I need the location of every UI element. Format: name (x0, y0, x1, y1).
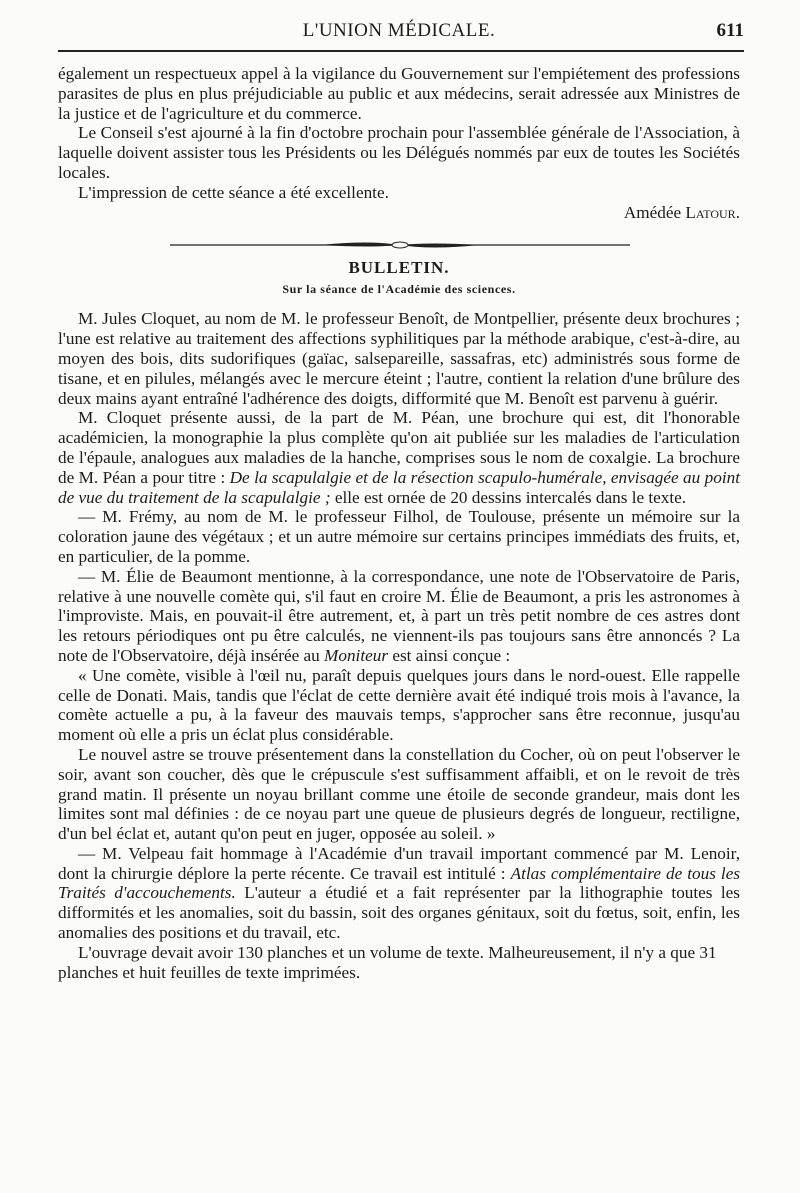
text-run: M. Cloquet présente aussi, de la part de M. Péan, une brochure qui est, dit l'honorable académicien, la monographie la plus complète qu'on ait publiée sur les maladies de l'articulation de l'épaule, analogues aux maladies de la hanche, comprises sous le nom de coxalgie. La brochure de M. Péan a pour titre : (58, 408, 740, 487)
paragraph-quote-cocher: Le nouvel astre se trouve présentement dans la constellation du Cocher, où on peut l'observer le soir, avant son coucher, dès que le crépuscule s'est suffisamment affaibli, et on le revoit de très grand matin. Il présente un noyau brillant comme une étoile de seconde grandeur, mais dont les limites sont mal définies : de ce noyau part une queue de plusieurs degrés de longueur, rectiligne, d'un bel éclat et, autant qu'on peut en juger, opposée au soleil. » (58, 744, 740, 844)
paragraph-ouvrage: L'ouvrage devait avoir 130 planches et un volume de texte. Malheureusement, il n'y a que 31 planches et huit feuilles de texte imprimées. (58, 942, 717, 982)
section-divider (58, 230, 740, 258)
divider-ornament-icon (170, 240, 630, 250)
signature-last-name: Latour. (685, 202, 740, 222)
page-number: 611 (716, 20, 744, 41)
paragraph-velpeau (58, 844, 740, 943)
book-title: De la scapulalgie et de la résection scapulo-humérale, envisagée au point de vue du traitement de la scapulalgie ; (58, 467, 740, 507)
running-header (58, 14, 744, 48)
text-run: L'auteur a étudié et a fait représenter par la lithographie toutes les difformités et les anomalies, soit du bassin, soit des organes génitaux, soit du fœtus, soit, enfin, les anomalies des positions et du travail, etc. (58, 883, 740, 943)
text-run: — M. Élie de Beaumont mentionne, à la correspondance, une note de l'Observatoire de Paris, relative à une nouvelle comète qui, s'il faut en croire M. Élie de Beaumont, a pris les astronomes à l'improviste. Mais, en pouvait-il être autrement, et, à part un très petit nombre de ces astres dont les retours périodiques ont pu être calculés, ne viennent-ils pas toujours sans être annoncés ? La note de l'Observatoire, déjà insérée au (58, 566, 740, 665)
journal-title: L'UNION MÉDICALE. (302, 20, 496, 41)
paragraph-beaumont (58, 567, 740, 666)
text-run: — M. Velpeau fait hommage à l'Académie d'un travail important commencé par M. Lenoir, dont la chirurgie déplore la perte récente. Ce travail est intitulé : (58, 843, 740, 883)
paragraph-fremy: — M. Frémy, au nom de M. le professeur Filhol, de Toulouse, présente un mémoire sur la coloration jaune des végétaux ; et un autre mémoire sur certains principes immédiats des fruits, et, en particulier, de la pomme. (58, 507, 740, 566)
document-page (58, 14, 744, 982)
section-title: BULLETIN. (348, 258, 450, 278)
article-body (58, 64, 740, 982)
paragraph-quote-comet: « Une comète, visible à l'œil nu, paraît depuis quelques jours dans le nord-ouest. Elle rappelle celle de Donati. Mais, tandis que l'éclat de cette dernière avait été indiqué trois mois à l'avance, la comète actuelle a pu, à la faveur des mauvais temps, s'approcher sans être reconnue, jusqu'au moment où elle a pris un éclat plus considérable. (58, 665, 740, 745)
paragraph-continued: également un respectueux appel à la vigilance du Gouvernement sur l'empiétement des professions parasites de plus en plus préjudiciable au public et aux médecins, serait adressée aux Ministres de la justice et de l'agriculture et du commerce. (58, 64, 740, 123)
section-subtitle: Sur la séance de l'Académie des sciences. (282, 282, 516, 297)
paragraph-impression: L'impression de cette séance a été excellente. (78, 182, 389, 202)
signature (58, 203, 740, 223)
header-rule (58, 50, 744, 52)
journal-name: Moniteur (324, 645, 389, 665)
paragraph-council: Le Conseil s'est ajourné à la fin d'octobre prochain pour l'assemblée générale de l'Association, à laquelle doivent assister tous les Présidents ou les Délégués nommés par eux de toutes les Sociétés locales. (58, 123, 740, 182)
paragraph-pean (58, 408, 740, 507)
paragraph-cloquet: M. Jules Cloquet, au nom de M. le professeur Benoît, de Montpellier, présente deux brochures ; l'une est relative au traitement des affections syphilitiques par la méthode arabique, c'est-à-dire, au moyen des bois, dits sudorifiques (gaïac, salsepareille, sassafras, etc) administrés sous forme de tisane, et en pilules, mélangés avec le mercure éteint ; l'autre, contient la relation d'une brûlure des deux mains ayant entraîné l'adhérence des doigts, difformité que M. Benoît est parvenu à guérir. (58, 309, 740, 408)
atlas-title: Atlas complémentaire de tous les Traités d'accouchements. (58, 863, 741, 903)
text-run: elle est ornée de 20 dessins intercalés dans le texte. (330, 487, 687, 507)
signature-first-name: Amédée (623, 202, 682, 222)
text-run: est ainsi conçue : (388, 645, 511, 665)
